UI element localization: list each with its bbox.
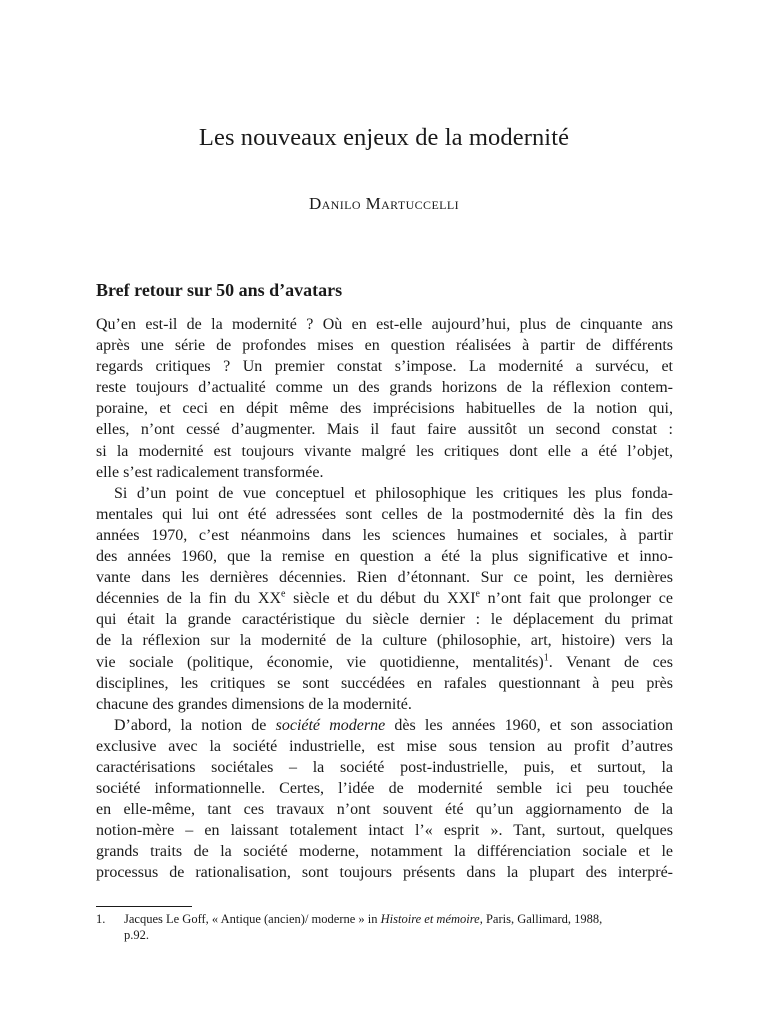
italic-term: société moderne bbox=[275, 716, 386, 734]
text-line: disciplines, les critiques se sont succédées en rafales questionnant à peu près bbox=[96, 674, 673, 692]
text-line: processus de rationalisation, sont toujours présents dans la plupart des interpré- bbox=[96, 864, 673, 882]
text-line: elle s’est radicalement transformée. bbox=[96, 463, 324, 481]
paragraph-1 bbox=[96, 314, 673, 483]
superscript: e bbox=[281, 588, 286, 600]
text-line: reste toujours d’actualité comme un des grands horizons de la réflexion contem- bbox=[96, 379, 673, 397]
text-line: grands traits de la société moderne, notamment la différenciation sociale et le bbox=[96, 843, 673, 861]
text-line: qui était la grande caractéristique du siècle dernier : le déplacement du primat bbox=[96, 611, 673, 629]
text-line: en elle-même, tant ces travaux n’ont souvent été qu’un aggiornamento de la bbox=[96, 801, 673, 819]
text-line: poraine, et ceci en dépit même des imprécisions habituelles de la notion qui, bbox=[96, 400, 673, 418]
text-line: exclusive avec la société industrielle, est mise sous tension au profit d’autres bbox=[96, 737, 673, 755]
footnote-book-title: Histoire et mémoire bbox=[380, 912, 480, 926]
text-line: société informationnelle. Certes, l’idée de modernité semble ici peu touchée bbox=[96, 780, 673, 798]
section-heading: Bref retour sur 50 ans d’avatars bbox=[96, 280, 343, 300]
text-line: regards critiques ? Un premier constat s’impose. La modernité a survécu, et bbox=[96, 358, 673, 376]
text-line: si la modernité est toujours vivante malgré les critiques dont elle a été l’objet, bbox=[96, 442, 673, 460]
paragraph-3 bbox=[96, 715, 673, 884]
footnote-divider bbox=[96, 906, 192, 907]
text-line: chacune des grandes dimensions de la modernité. bbox=[96, 695, 412, 713]
text-line: de la réflexion sur la modernité de la culture (philosophie, art, histoire) vers la bbox=[96, 632, 673, 650]
text-line: elles, n’ont cessé d’augmenter. Mais il faut faire aussitôt un second constat : bbox=[96, 421, 673, 439]
text-line: Qu’en est-il de la modernité ? Où en est-elle aujourd’hui, plus de cinquante ans bbox=[96, 316, 673, 333]
text-line: caractérisations sociétales – la société post-industrielle, puis, et surtout, la bbox=[96, 758, 673, 776]
footnote-text: Jacques Le Goff, « Antique (ancien)/ moderne » in Histoire et mémoire, Paris, Gallimard, 1988, p.92. bbox=[124, 912, 603, 942]
text-line: des années 1960, que la remise en question a été la plus significative et inno- bbox=[96, 548, 673, 566]
article-title: Les nouveaux enjeux de la modernité bbox=[198, 124, 570, 151]
paragraph-2 bbox=[96, 483, 673, 715]
text-line: notion-mère – en laissant totalement intact l’« esprit ». Tant, surtout, quelques bbox=[96, 822, 673, 840]
text-line: vie sociale (politique, économie, vie quotidienne, mentalités)$^1$. Venant de ces bbox=[96, 652, 673, 671]
article-body bbox=[96, 314, 673, 884]
text-line: Si d’un point de vue conceptuel et philosophique les critiques les plus fonda- bbox=[114, 484, 673, 502]
text-line: décennies de la fin du XXe siècle et du début du XXIe n’ont fait que prolonger ce bbox=[96, 588, 674, 608]
superscript: e bbox=[475, 588, 480, 600]
text-line: après une série de profondes mises en question réalisées à partir de différents bbox=[96, 337, 673, 355]
footnote-reference[interactable]: 1 bbox=[543, 652, 549, 664]
text-line: D’abord, la notion de société moderne dès les années 1960, et son association bbox=[114, 716, 674, 734]
text-line: mentales qui lui ont été adressées sont celles de la postmodernité dès la fin des bbox=[96, 505, 673, 523]
footnote bbox=[96, 911, 673, 943]
text-line: vante dans les dernières décennies. Rien d’étonnant. Sur ce point, les dernières bbox=[96, 569, 673, 587]
footnote-number: 1. bbox=[96, 912, 106, 926]
article-author: Danilo Martuccelli bbox=[308, 194, 460, 213]
text-line: années 1970, c’est néanmoins dans les sciences humaines et sociales, à partir bbox=[96, 526, 673, 544]
